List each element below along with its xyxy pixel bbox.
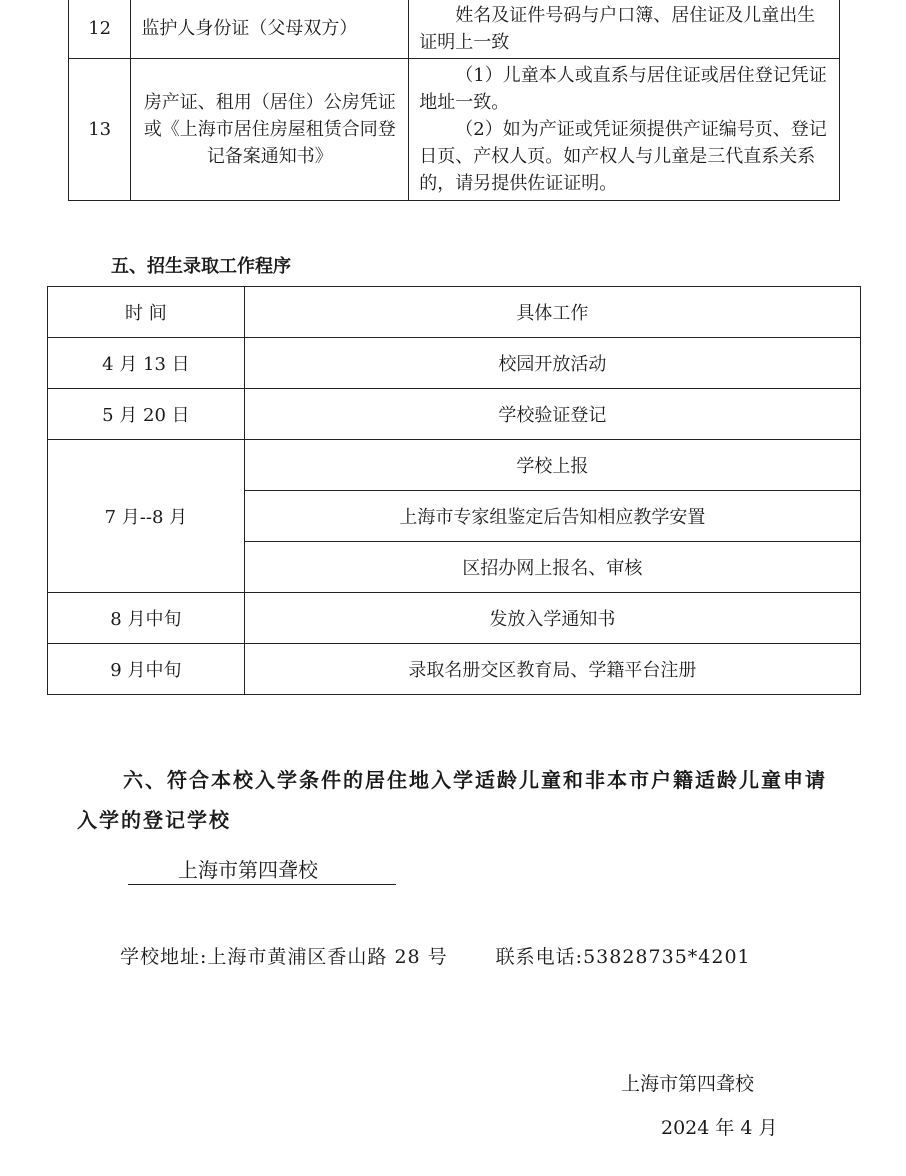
document-requirement — [409, 0, 840, 59]
work-cell: 录取名册交区教育局、学籍平台注册 — [244, 644, 860, 695]
row-number: 13 — [69, 59, 131, 201]
table-row — [48, 440, 861, 491]
signature-date: 2024 年 4 月 — [661, 1117, 778, 1139]
work-cell: 学校验证登记 — [244, 389, 860, 440]
time-cell: 4 月 13 日 — [48, 338, 245, 389]
table-header-row — [48, 287, 861, 338]
table-row — [48, 338, 861, 389]
document-name: 房产证、租用（居住）公房凭证或《上海市居住房屋租赁合同登记备案通知书》 — [131, 59, 409, 201]
table-row — [69, 59, 840, 201]
requirement-line: （2）如为产证或凭证须提供产证编号页、登记日页、产权人页。如产权人与儿童是三代直系关系的，请另提供佐证证明。 — [419, 119, 827, 194]
time-cell: 7 月--8 月 — [48, 440, 245, 593]
row-number: 12 — [69, 0, 131, 59]
document-name: 监护人身份证（父母双方） — [131, 0, 409, 59]
document-requirement — [409, 59, 840, 201]
contact-info — [120, 942, 751, 969]
requirement-line: （1）儿童本人或直系与居住证或居住登记凭证地址一致。 — [419, 65, 827, 113]
registration-school: 上海市第四聋校 — [128, 856, 396, 885]
time-cell: 8 月中旬 — [48, 593, 245, 644]
table-row — [48, 593, 861, 644]
work-cell: 上海市专家组鉴定后告知相应教学安置 — [244, 491, 860, 542]
requirement-line: 姓名及证件号码与户口簿、居住证及儿童出生证明上一致 — [419, 4, 816, 53]
work-cell: 学校上报 — [244, 440, 860, 491]
table-row — [69, 0, 840, 59]
table-row — [48, 389, 861, 440]
school-phone: 联系电话:53828735*4201 — [495, 946, 751, 968]
section-title: 五、招生录取工作程序 — [111, 256, 291, 277]
documents-table — [68, 0, 840, 201]
table-row — [48, 644, 861, 695]
signature-school: 上海市第四聋校 — [621, 1073, 755, 1095]
work-cell: 发放入学通知书 — [244, 593, 860, 644]
work-cell: 校园开放活动 — [244, 338, 860, 389]
work-cell: 区招办网上报名、审核 — [244, 542, 860, 593]
procedure-table — [47, 286, 861, 695]
column-header-time: 时 间 — [48, 287, 245, 338]
time-cell: 9 月中旬 — [48, 644, 245, 695]
section-title: 六、符合本校入学条件的居住地入学适龄儿童和非本市户籍适龄儿童申请入学的登记学校 — [77, 768, 827, 832]
school-address: 学校地址:上海市黄浦区香山路 28 号 — [120, 946, 448, 968]
column-header-work: 具体工作 — [244, 287, 860, 338]
time-cell: 5 月 20 日 — [48, 389, 245, 440]
